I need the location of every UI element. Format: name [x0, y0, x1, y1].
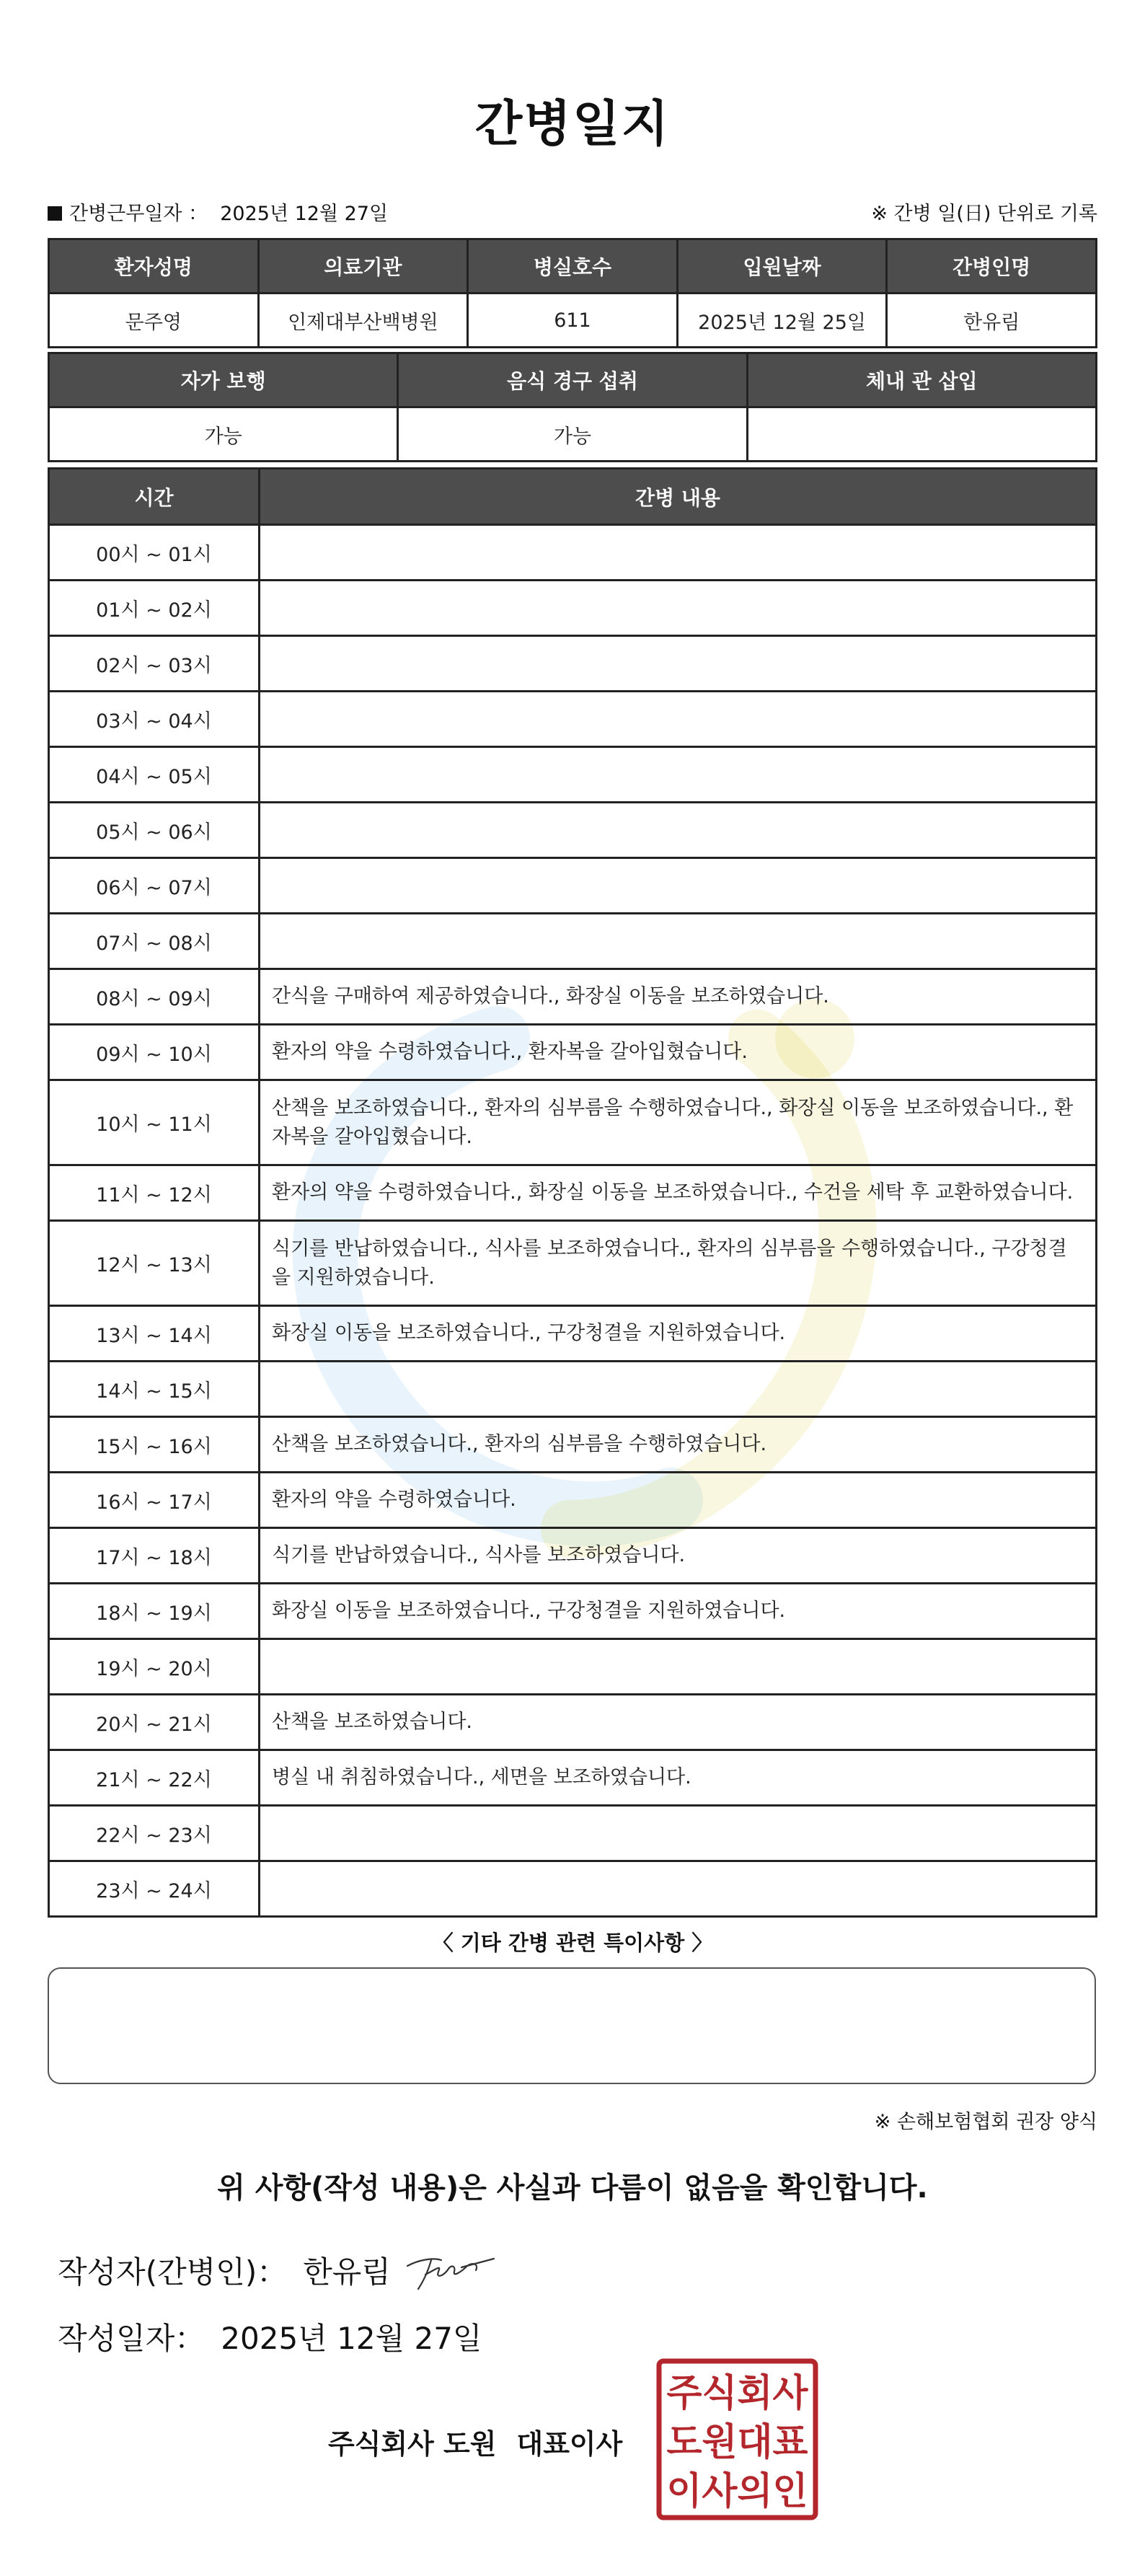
care-content: [260, 581, 1097, 636]
table-row: [49, 636, 1097, 692]
time-slot: 11시 ~ 12시: [49, 1165, 260, 1221]
time-slot: 03시 ~ 04시: [49, 692, 260, 747]
table-row: [49, 1221, 1097, 1306]
time-slot: 18시 ~ 19시: [49, 1584, 260, 1639]
header-caregiver: 간병인명: [887, 239, 1097, 294]
time-slot: 15시 ~ 16시: [49, 1417, 260, 1473]
care-content: [260, 1861, 1097, 1917]
care-content: 화장실 이동을 보조하였습니다., 구강청결을 지원하였습니다.: [260, 1306, 1097, 1362]
table-row: [49, 1695, 1097, 1750]
time-slot: 17시 ~ 18시: [49, 1528, 260, 1584]
table-row: [49, 1417, 1097, 1473]
care-content: [260, 525, 1097, 581]
table-row: [49, 1861, 1097, 1917]
work-date-line: [48, 198, 388, 226]
writer-label: 작성자(간병인)：: [58, 2254, 288, 2290]
time-slot: 13시 ~ 14시: [49, 1306, 260, 1362]
care-content: 병실 내 취침하였습니다., 세면을 보조하였습니다.: [260, 1750, 1097, 1806]
oral-intake-value: 가능: [398, 407, 747, 462]
time-slot: 09시 ~ 10시: [49, 1025, 260, 1080]
patient-name: 문주영: [49, 294, 259, 348]
header-self-walking: 자가 보행: [49, 353, 398, 407]
representative-title: 대표이사: [516, 2428, 623, 2460]
svg-text:도원대표: 도원대표: [666, 2421, 808, 2464]
writer-line: [58, 2249, 391, 2292]
header-patient-name: 환자성명: [49, 239, 259, 294]
time-slot: 10시 ~ 11시: [49, 1080, 260, 1165]
care-content: [260, 1806, 1097, 1861]
daily-record-note: ※ 간병 일(日) 단위로 기록: [871, 203, 1097, 225]
table-row: [49, 1639, 1097, 1695]
care-content: [260, 1362, 1097, 1417]
written-date-value: 2025년 12월 27일: [221, 2321, 482, 2356]
table-row: [49, 525, 1097, 581]
care-content: 산책을 보조하였습니다., 환자의 심부름을 수행하였습니다.: [260, 1417, 1097, 1473]
tube-insertion-value: [747, 407, 1096, 462]
header-room: 병실호수: [468, 239, 678, 294]
time-slot: 19시 ~ 20시: [49, 1639, 260, 1695]
table-row: [49, 581, 1097, 636]
document-title: 간병일지: [474, 96, 671, 153]
header-admission-date: 입원날짜: [677, 239, 887, 294]
time-slot: 21시 ~ 22시: [49, 1750, 260, 1806]
care-content: [260, 914, 1097, 969]
confirmation-statement: 위 사항(작성 내용)은 사실과 다름이 없음을 확인합니다.: [217, 2171, 928, 2205]
time-slot: 20시 ~ 21시: [49, 1695, 260, 1750]
table-row: [49, 1473, 1097, 1528]
table-row: [49, 747, 1097, 803]
patient-info-table: [48, 238, 1097, 348]
hospital-name: 인제대부산백병원: [258, 294, 468, 348]
table-row: [49, 914, 1097, 969]
table-row: [49, 1165, 1097, 1221]
care-log-table: [48, 467, 1097, 1918]
table-row: [49, 1306, 1097, 1362]
svg-text:이사의인: 이사의인: [666, 2470, 808, 2513]
time-slot: 16시 ~ 17시: [49, 1473, 260, 1528]
self-walking-value: 가능: [49, 407, 398, 462]
admission-date: 2025년 12월 25일: [677, 294, 887, 348]
time-slot: 01시 ~ 02시: [49, 581, 260, 636]
care-content: [260, 692, 1097, 747]
signature-icon: [404, 2250, 498, 2293]
table-row: [49, 1750, 1097, 1806]
care-content: [260, 858, 1097, 914]
care-content: [260, 803, 1097, 858]
care-content: 간식을 구매하여 제공하였습니다., 화장실 이동을 보조하였습니다.: [260, 969, 1097, 1025]
time-slot: 07시 ~ 08시: [49, 914, 260, 969]
work-date-label: 간병근무일자 ：: [69, 203, 208, 225]
time-slot: 04시 ~ 05시: [49, 747, 260, 803]
time-slot: 00시 ~ 01시: [49, 525, 260, 581]
written-date-line: [58, 2315, 482, 2358]
square-bullet-icon: [48, 206, 62, 221]
table-row: [49, 1362, 1097, 1417]
time-slot: 02시 ~ 03시: [49, 636, 260, 692]
table-row: [49, 1584, 1097, 1639]
table-row: [49, 1080, 1097, 1165]
table-row: [49, 1806, 1097, 1861]
care-content: 식기를 반납하였습니다., 식사를 보조하였습니다.: [260, 1528, 1097, 1584]
recommended-form-note: ※ 손해보험협회 권장 양식: [874, 2111, 1097, 2133]
work-date-value: 2025년 12월 27일: [220, 203, 389, 225]
patient-ability-table: [48, 352, 1097, 462]
special-notes-box: [48, 1967, 1096, 2084]
time-slot: 05시 ~ 06시: [49, 803, 260, 858]
table-row: [49, 969, 1097, 1025]
care-content: 환자의 약을 수령하였습니다., 화장실 이동을 보조하였습니다., 수건을 세탁 후 교환하였습니다.: [260, 1165, 1097, 1221]
header-oral-intake: 음식 경구 섭취: [398, 353, 747, 407]
writer-name: 한유림: [303, 2254, 391, 2290]
company-seal-icon: [656, 2358, 818, 2520]
table-row: [49, 692, 1097, 747]
care-content: [260, 636, 1097, 692]
time-slot: 06시 ~ 07시: [49, 858, 260, 914]
care-content: [260, 747, 1097, 803]
header-care-content: 간병 내용: [260, 469, 1097, 525]
time-slot: 14시 ~ 15시: [49, 1362, 260, 1417]
table-row: [49, 803, 1097, 858]
care-content: 환자의 약을 수령하였습니다.: [260, 1473, 1097, 1528]
time-slot: 23시 ~ 24시: [49, 1861, 260, 1917]
written-date-label: 작성일자：: [58, 2321, 205, 2356]
care-content: 식기를 반납하였습니다., 식사를 보조하였습니다., 환자의 심부름을 수행하였습니다., 구강청결을 지원하였습니다.: [260, 1221, 1097, 1306]
company-line: [328, 2422, 622, 2461]
time-slot: 12시 ~ 13시: [49, 1221, 260, 1306]
header-tube-insertion: 체내 관 삽입: [747, 353, 1096, 407]
table-row: [49, 858, 1097, 914]
care-content: 환자의 약을 수령하였습니다., 환자복을 갈아입혔습니다.: [260, 1025, 1097, 1080]
company-name: 주식회사 도원: [328, 2428, 497, 2460]
special-notes-title: 〈 기타 간병 관련 특이사항 〉: [432, 1931, 713, 1955]
care-content: [260, 1639, 1097, 1695]
table-row: [49, 1528, 1097, 1584]
svg-text:주식회사: 주식회사: [666, 2372, 809, 2415]
care-content: 산책을 보조하였습니다.: [260, 1695, 1097, 1750]
header-hospital: 의료기관: [258, 239, 468, 294]
care-content: 화장실 이동을 보조하였습니다., 구강청결을 지원하였습니다.: [260, 1584, 1097, 1639]
time-slot: 08시 ~ 09시: [49, 969, 260, 1025]
table-row: [49, 1025, 1097, 1080]
header-time: 시간: [49, 469, 260, 525]
caregiver-name: 한유림: [887, 294, 1097, 348]
care-content: 산책을 보조하였습니다., 환자의 심부름을 수행하였습니다., 화장실 이동을 보조하였습니다., 환자복을 갈아입혔습니다.: [260, 1080, 1097, 1165]
time-slot: 22시 ~ 23시: [49, 1806, 260, 1861]
room-number: 611: [468, 294, 678, 348]
